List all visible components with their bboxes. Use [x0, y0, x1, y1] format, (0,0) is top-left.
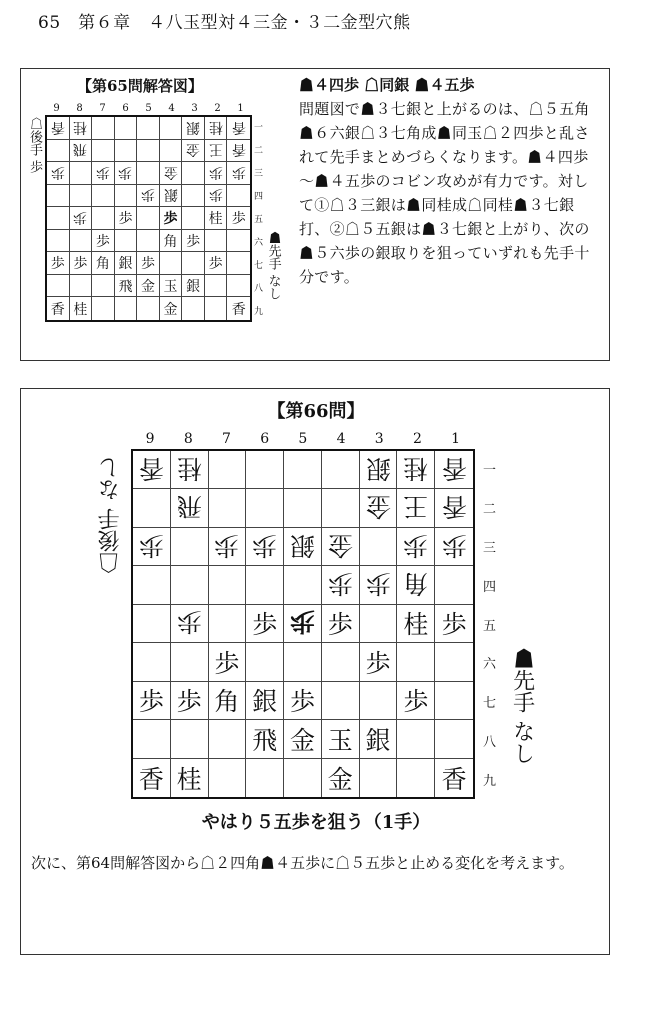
shogi-piece: 歩	[441, 530, 467, 560]
board-square	[133, 566, 171, 604]
shogi-piece: 飛	[118, 278, 133, 295]
shogi-board-66	[131, 449, 475, 799]
shogi-piece: 歩	[140, 186, 155, 203]
shogi-piece: 桂	[208, 118, 223, 135]
board-square	[182, 252, 205, 275]
shogi-piece: 香	[441, 492, 467, 522]
answer-explanation: 問題図で☗３七銀と上がるのは、☖５五角☗６六銀☖３七角成☗同玉☖２四歩と乱されて先手まとめづらくなります。☗４四歩～☗４五歩のコビン攻めが有力です。対して①☖３三銀は☗同桂成☖同桂☗３七銀打、②☖５五銀は☗３七銀と上がり、次の☗５六歩の銀取りを狙っていずれも先手十分です。	[299, 100, 590, 286]
shogi-piece: 金	[327, 530, 353, 560]
board-square	[47, 207, 70, 230]
rank-label: 三	[483, 540, 497, 556]
shogi-piece: 桂	[73, 301, 88, 318]
board-square	[182, 117, 205, 140]
board-square	[397, 489, 435, 527]
board-square	[322, 566, 360, 604]
board-square	[47, 117, 70, 140]
shogi-piece: 歩	[252, 610, 278, 640]
board-square	[133, 489, 171, 527]
shogi-piece: 歩	[208, 256, 223, 273]
board-square	[160, 207, 183, 230]
shogi-piece: 銀	[186, 118, 201, 135]
board-square	[137, 162, 160, 185]
shogi-piece: 歩	[289, 607, 315, 637]
shogi-piece: 歩	[214, 530, 240, 560]
shogi-piece: 角	[403, 569, 429, 599]
page-header: 65 第６章 ４八玉型対４三金・３二金型穴熊	[38, 13, 411, 33]
shogi-piece: 歩	[73, 208, 88, 225]
board-square	[115, 297, 138, 320]
shogi-piece: 歩	[163, 210, 178, 227]
shogi-piece: 銀	[163, 186, 178, 203]
board-square	[137, 252, 160, 275]
panel-title: 【第66問】	[267, 401, 365, 422]
board-square	[47, 230, 70, 253]
board-square	[397, 682, 435, 720]
board-square	[137, 117, 160, 140]
rank-label: 八	[254, 284, 264, 294]
board-square	[205, 207, 228, 230]
file-label: 2	[412, 431, 422, 447]
shogi-piece: 王	[208, 141, 223, 158]
board-square	[435, 682, 473, 720]
board-square	[246, 566, 284, 604]
board-square	[397, 643, 435, 681]
board-square	[160, 185, 183, 208]
board-square	[47, 185, 70, 208]
shogi-piece: 角	[163, 233, 178, 250]
problem-caption: やはり５五歩を狙う（1手）	[201, 812, 431, 833]
board-square	[115, 117, 138, 140]
rank-label: 五	[483, 618, 497, 634]
board-square	[227, 117, 250, 140]
file-label: 8	[76, 103, 83, 114]
shogi-piece: 歩	[140, 256, 155, 273]
file-numbers	[131, 431, 475, 447]
shogi-piece: 歩	[138, 687, 164, 717]
board-square	[47, 275, 70, 298]
board-square	[92, 162, 115, 185]
board-square	[137, 297, 160, 320]
board-square	[70, 117, 93, 140]
board-square	[227, 230, 250, 253]
board-square	[160, 117, 183, 140]
board-square	[70, 162, 93, 185]
board-square	[246, 682, 284, 720]
board-square	[322, 682, 360, 720]
shogi-piece: 金	[163, 301, 178, 318]
board-square	[227, 275, 250, 298]
board-square	[360, 720, 398, 758]
shogi-piece: 香	[231, 118, 246, 135]
shogi-piece: 歩	[73, 256, 88, 273]
shogi-piece: 桂	[176, 453, 202, 483]
shogi-piece: 金	[186, 141, 201, 158]
board-square	[209, 720, 247, 758]
board-square	[284, 605, 322, 643]
rank-numbers	[483, 449, 496, 799]
shogi-piece: 金	[140, 278, 155, 295]
board-square	[160, 230, 183, 253]
board-square	[246, 605, 284, 643]
board-square	[435, 605, 473, 643]
rank-label: 二	[254, 146, 264, 156]
board-square	[92, 207, 115, 230]
board-square	[322, 720, 360, 758]
board-square	[182, 275, 205, 298]
file-label: 1	[237, 103, 244, 114]
file-label: 7	[99, 103, 106, 114]
board-square	[209, 566, 247, 604]
board-square	[435, 643, 473, 681]
board-square	[137, 207, 160, 230]
shogi-piece: 歩	[327, 610, 353, 640]
board-square	[360, 643, 398, 681]
board-square	[397, 451, 435, 489]
board-square	[209, 759, 247, 797]
shogi-piece: 飛	[252, 725, 278, 755]
board-square	[360, 451, 398, 489]
board-square	[284, 759, 322, 797]
sente-hand: ☗先手 なし	[509, 647, 535, 764]
shogi-piece: 桂	[403, 610, 429, 640]
board-square	[322, 605, 360, 643]
shogi-piece: 歩	[403, 687, 429, 717]
shogi-piece: 歩	[176, 607, 202, 637]
board-square	[182, 207, 205, 230]
shogi-piece: 玉	[327, 725, 353, 755]
shogi-piece: 歩	[186, 233, 201, 250]
board-square	[171, 682, 209, 720]
board-square	[92, 117, 115, 140]
shogi-piece: 歩	[252, 530, 278, 560]
board-square	[397, 528, 435, 566]
board-square	[70, 230, 93, 253]
board-square	[70, 252, 93, 275]
shogi-piece: 金	[365, 492, 391, 522]
rank-label: 七	[254, 261, 264, 271]
board-square	[171, 528, 209, 566]
rank-label: 六	[254, 238, 264, 248]
board-square	[115, 185, 138, 208]
board-square	[182, 185, 205, 208]
board-square	[182, 162, 205, 185]
board-square	[47, 252, 70, 275]
board-square	[92, 252, 115, 275]
shogi-piece: 金	[163, 163, 178, 180]
board-square	[47, 162, 70, 185]
board-square	[209, 682, 247, 720]
shogi-piece: 銀	[252, 687, 278, 717]
board-square	[115, 230, 138, 253]
file-label: 2	[214, 103, 221, 114]
board-square	[435, 489, 473, 527]
board-square	[435, 720, 473, 758]
board-square	[360, 489, 398, 527]
file-label: 5	[145, 103, 152, 114]
rank-label: 五	[254, 215, 264, 225]
file-label: 8	[183, 431, 193, 447]
board-square	[171, 605, 209, 643]
board-square	[133, 720, 171, 758]
board-square	[209, 605, 247, 643]
board-square	[322, 528, 360, 566]
board-square	[137, 275, 160, 298]
rank-label: 七	[483, 696, 497, 712]
board-square	[160, 252, 183, 275]
file-label: 4	[168, 103, 175, 114]
rank-label: 六	[483, 657, 497, 673]
shogi-piece: 角	[214, 687, 240, 717]
board-square	[133, 682, 171, 720]
gote-hand: ☖後手 歩	[27, 117, 42, 174]
rank-label: 一	[254, 123, 264, 133]
board-square	[209, 451, 247, 489]
shogi-piece: 歩	[365, 648, 391, 678]
board-square	[227, 140, 250, 163]
shogi-piece: 歩	[231, 163, 246, 180]
board-square	[47, 297, 70, 320]
board-square	[435, 759, 473, 797]
board-square	[70, 140, 93, 163]
board-square	[209, 643, 247, 681]
shogi-piece: 桂	[208, 210, 223, 227]
shogi-piece: 香	[138, 453, 164, 483]
shogi-piece: 香	[441, 453, 467, 483]
board-square	[160, 162, 183, 185]
board-square	[397, 605, 435, 643]
board-square	[115, 275, 138, 298]
board-square	[360, 566, 398, 604]
file-label: 9	[145, 431, 155, 447]
shogi-piece: 歩	[231, 210, 246, 227]
board-square	[435, 451, 473, 489]
shogi-piece: 香	[231, 141, 246, 158]
shogi-piece: 香	[138, 764, 164, 794]
board-square	[160, 297, 183, 320]
board-square	[133, 528, 171, 566]
rank-label: 一	[483, 462, 497, 478]
file-label: 5	[298, 431, 308, 447]
board-square	[284, 451, 322, 489]
board-square	[115, 207, 138, 230]
board-square	[246, 489, 284, 527]
board-square	[115, 252, 138, 275]
shogi-piece: 飛	[73, 141, 88, 158]
board-square	[133, 605, 171, 643]
board-square	[133, 759, 171, 797]
board-square	[133, 451, 171, 489]
board-square	[205, 252, 228, 275]
board-square	[133, 643, 171, 681]
shogi-piece: 飛	[176, 492, 202, 522]
board-square	[435, 528, 473, 566]
answer-moves: ☗４四歩 ☖同銀 ☗４五歩	[299, 76, 475, 94]
board-square	[137, 230, 160, 253]
shogi-piece: 歩	[441, 610, 467, 640]
board-square	[92, 275, 115, 298]
board-square	[284, 528, 322, 566]
board-square	[227, 207, 250, 230]
board-square	[171, 643, 209, 681]
board-square	[246, 759, 284, 797]
rank-label: 四	[483, 579, 497, 595]
rank-numbers	[254, 115, 263, 322]
shogi-piece: 銀	[186, 278, 201, 295]
shogi-piece: 桂	[73, 118, 88, 135]
shogi-piece: 香	[50, 301, 65, 318]
board-square	[182, 140, 205, 163]
board-square	[322, 451, 360, 489]
shogi-piece: 銀	[365, 725, 391, 755]
shogi-piece: 角	[95, 256, 110, 273]
board-square	[92, 185, 115, 208]
board-square	[205, 297, 228, 320]
shogi-piece: 香	[441, 764, 467, 794]
board-square	[92, 297, 115, 320]
rank-label: 九	[254, 307, 264, 317]
board-square	[205, 162, 228, 185]
board-square	[92, 230, 115, 253]
board-square	[209, 528, 247, 566]
board-square	[397, 566, 435, 604]
board-square	[137, 185, 160, 208]
gote-hand: ☖後手 なし	[98, 457, 123, 574]
file-label: 6	[260, 431, 270, 447]
shogi-piece: 金	[289, 725, 315, 755]
board-square	[137, 140, 160, 163]
board-square	[360, 759, 398, 797]
rank-label: 四	[254, 192, 264, 202]
board-square	[246, 451, 284, 489]
shogi-piece: 桂	[176, 764, 202, 794]
board-square	[171, 720, 209, 758]
shogi-piece: 歩	[327, 569, 353, 599]
board-square	[205, 230, 228, 253]
rank-label: 八	[483, 735, 497, 751]
board-square	[205, 140, 228, 163]
file-label: 9	[53, 103, 60, 114]
board-square	[92, 140, 115, 163]
rank-label: 三	[254, 169, 264, 179]
board-square	[209, 489, 247, 527]
board-square	[70, 297, 93, 320]
board-square	[397, 720, 435, 758]
board-square	[205, 117, 228, 140]
shogi-piece: 歩	[50, 163, 65, 180]
shogi-piece: 歩	[50, 256, 65, 273]
board-square	[284, 720, 322, 758]
board-square	[171, 759, 209, 797]
board-square	[284, 489, 322, 527]
board-square	[160, 275, 183, 298]
board-square	[322, 643, 360, 681]
board-square	[160, 140, 183, 163]
rank-label: 九	[483, 774, 497, 790]
file-numbers	[45, 103, 252, 114]
board-square	[360, 528, 398, 566]
shogi-piece: 歩	[403, 530, 429, 560]
shogi-piece: 王	[403, 492, 429, 522]
shogi-piece: 歩	[208, 163, 223, 180]
shogi-piece: 金	[327, 764, 353, 794]
problem-text: 次に、第64問解答図から☖２四角☗４五歩に☖５五歩と止める変化を考えます。	[31, 854, 574, 872]
shogi-piece: 玉	[163, 278, 178, 295]
file-label: 4	[336, 431, 346, 447]
shogi-piece: 桂	[403, 453, 429, 483]
shogi-piece: 銀	[289, 530, 315, 560]
shogi-piece: 歩	[289, 687, 315, 717]
file-label: 7	[222, 431, 231, 447]
board-square	[284, 682, 322, 720]
shogi-piece: 銀	[118, 256, 133, 273]
board-square	[360, 605, 398, 643]
board-square	[227, 162, 250, 185]
file-label: 6	[122, 103, 129, 114]
board-square	[171, 489, 209, 527]
board-square	[435, 566, 473, 604]
shogi-piece: 歩	[365, 569, 391, 599]
shogi-piece: 歩	[95, 163, 110, 180]
shogi-piece: 歩	[138, 530, 164, 560]
file-label: 3	[191, 103, 198, 114]
board-square	[171, 566, 209, 604]
shogi-piece: 香	[50, 118, 65, 135]
shogi-board-65	[45, 115, 252, 322]
board-square	[360, 682, 398, 720]
board-square	[70, 207, 93, 230]
board-square	[322, 759, 360, 797]
board-square	[182, 230, 205, 253]
board-square	[322, 489, 360, 527]
shogi-piece: 歩	[214, 648, 240, 678]
board-square	[70, 275, 93, 298]
board-square	[246, 528, 284, 566]
board-square	[70, 185, 93, 208]
rank-label: 二	[483, 501, 497, 517]
board-square	[171, 451, 209, 489]
board-square	[205, 185, 228, 208]
shogi-piece: 歩	[95, 233, 110, 250]
board-square	[397, 759, 435, 797]
file-label: 3	[374, 431, 384, 447]
board-square	[227, 297, 250, 320]
board-square	[115, 140, 138, 163]
shogi-piece: 歩	[118, 163, 133, 180]
sente-hand: ☗先手 なし	[265, 231, 281, 301]
board-square	[246, 720, 284, 758]
board-square	[115, 162, 138, 185]
answer-diagram-panel	[20, 68, 610, 361]
board-square	[227, 252, 250, 275]
shogi-piece: 香	[231, 301, 246, 318]
board-square	[47, 140, 70, 163]
panel-title: 【第65問解答図】	[77, 77, 203, 95]
shogi-piece: 歩	[118, 210, 133, 227]
board-square	[284, 566, 322, 604]
file-label: 1	[451, 431, 461, 447]
shogi-piece: 歩	[208, 186, 223, 203]
shogi-piece: 銀	[365, 453, 391, 483]
board-square	[205, 275, 228, 298]
problem-panel	[20, 388, 610, 955]
board-square	[182, 297, 205, 320]
shogi-piece: 歩	[176, 687, 202, 717]
board-square	[246, 643, 284, 681]
board-square	[284, 643, 322, 681]
board-square	[227, 185, 250, 208]
